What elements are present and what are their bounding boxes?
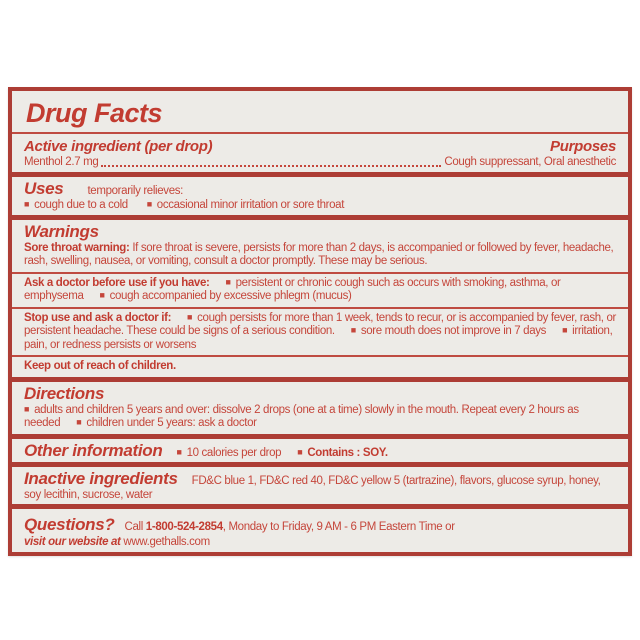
website-label: visit our website at (24, 535, 121, 548)
stop-use-item-text: irritation, pain, or redness persists or worsens (24, 325, 613, 351)
stop-use-item-text: cough persists for more than 1 week, tends to recur, or is accompanied by fever, rash, or persistent headache. These could be signs of a serious condition. (24, 311, 616, 337)
uses-section (12, 177, 628, 215)
bullet-icon: ■ (187, 311, 193, 322)
uses-intro: temporarily relieves: (87, 184, 183, 197)
active-ingredient-heading: Active ingredient (per drop) (24, 138, 213, 155)
directions-section (12, 382, 628, 434)
active-ingredient-section (12, 134, 628, 172)
purposes-heading: Purposes (550, 138, 616, 155)
ask-doctor-item-text: persistent or chronic cough such as occurs with smoking, asthma, or emphysema (24, 276, 561, 302)
questions-line (24, 515, 616, 535)
hours-text: , Monday to Friday, 9 AM - 6 PM Eastern Time or (222, 521, 455, 533)
sore-throat-warning-label: Sore throat warning: (24, 241, 130, 254)
directions-item-text: children under 5 years: ask a doctor (86, 417, 257, 429)
directions-heading: Directions (24, 383, 105, 403)
ask-doctor-item-text: cough accompanied by excessive phlegm (mucus) (109, 290, 352, 302)
warnings-heading: Warnings (24, 221, 99, 241)
keep-out-text: Keep out of reach of children. (24, 360, 176, 372)
questions-heading: Questions? (24, 515, 115, 534)
ask-doctor-label: Ask a doctor before use if you have: (24, 276, 210, 289)
bullet-icon: ■ (24, 403, 30, 414)
inactive-ingredients-heading: Inactive ingredients (24, 469, 178, 488)
sore-throat-warning-text: If sore throat is severe, persists for more than 2 days, is accompanied or followed by fever, headache, rash, swelling, nausea, or vomiting, consult a doctor promptly. These may be serious. (24, 241, 614, 267)
contains-text: Contains : SOY. (307, 446, 388, 459)
call-label: Call (124, 521, 143, 533)
uses-heading: Uses (24, 178, 64, 198)
questions-section (12, 509, 628, 552)
ask-doctor-warning (24, 277, 616, 304)
warnings-divider (12, 355, 628, 357)
contains-statement (297, 447, 387, 459)
stop-use-warning (24, 312, 616, 353)
bullet-icon: ■ (176, 446, 182, 457)
inactive-ingredients-text: FD&C blue 1, FD&C red 40, FD&C yellow 5 (tartrazine), flavors, glucose syrup, honey, soy lecithin, sucrose, water (24, 475, 601, 501)
ingredient-purpose: Cough suppressant, Oral anesthetic (444, 156, 616, 168)
bullet-icon: ■ (225, 276, 231, 287)
dotted-leader (101, 165, 441, 167)
stop-use-label: Stop use and ask a doctor if: (24, 311, 172, 324)
uses-item (24, 199, 128, 211)
bullet-icon: ■ (146, 199, 152, 209)
sore-throat-warning (24, 242, 616, 269)
warnings-divider (12, 307, 628, 309)
inactive-ingredients-section (12, 467, 628, 504)
directions-text (24, 404, 616, 431)
other-information-item (176, 447, 281, 459)
bullet-icon: ■ (350, 325, 356, 335)
ingredient-name: Menthol 2.7 mg (24, 156, 99, 168)
stop-use-item-text: sore mouth does not improve in 7 days (360, 325, 547, 337)
bullet-icon: ■ (24, 199, 30, 209)
bullet-icon: ■ (99, 290, 105, 300)
other-information-heading: Other information (24, 440, 163, 460)
warnings-section (12, 220, 628, 377)
uses-item (147, 199, 344, 211)
keep-out-of-reach (24, 360, 616, 374)
drug-facts-label (8, 87, 632, 556)
website-url: www.gethalls.com (123, 535, 210, 548)
bullet-icon: ■ (76, 417, 82, 427)
website-line (24, 536, 616, 550)
phone-number: 1-800-524-2854 (145, 521, 223, 533)
bullet-icon: ■ (297, 446, 303, 457)
page-title: Drug Facts (26, 98, 163, 128)
uses-item-text: cough due to a cold (34, 199, 128, 211)
directions-item-text: adults and children 5 years and over: dissolve 2 drops (one at a time) slowly in the mouth. Repeat every 2 hours as needed (24, 403, 579, 429)
bullet-icon: ■ (562, 325, 568, 335)
other-information-item-text: 10 calories per drop (186, 446, 282, 459)
warnings-divider (12, 272, 628, 274)
uses-item-text: occasional minor irritation or sore throat (156, 199, 345, 211)
other-information-section (12, 439, 628, 463)
